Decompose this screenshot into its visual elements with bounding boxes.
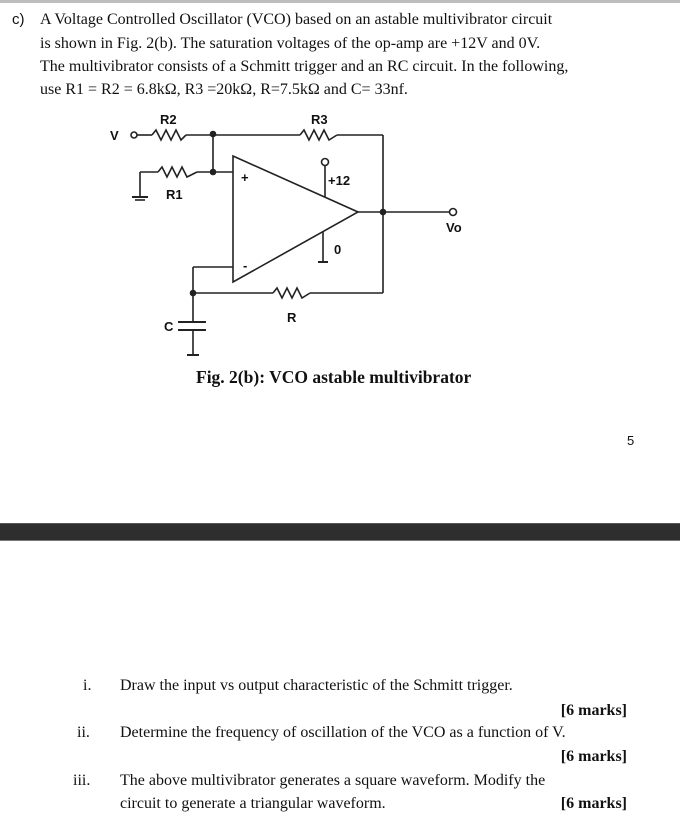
resistor-r [273,288,310,298]
part-text: The above multivibrator generates a square waveform. Modify the [120,772,546,789]
part-number: ii. [77,724,90,741]
question-label: c) [12,11,25,28]
label-c: C [164,319,174,334]
question-line: is shown in Fig. 2(b). The saturation voltages of the op-amp are +12V and 0V. [40,35,541,52]
resistor-r1 [158,167,197,177]
figure-caption: Fig. 2(b): VCO astable multivibrator [196,367,472,387]
question-line: use R1 = R2 = 6.8kΩ, R3 =20kΩ, R=7.5kΩ and C= 33nf. [40,81,408,98]
question-line: The multivibrator consists of a Schmitt trigger and an RC circuit. In the following, [40,58,569,75]
junction [381,210,386,215]
part-marks: [6 marks] [560,795,627,812]
label-plus: + [241,170,249,185]
label-r1: R1 [166,187,183,202]
label-minus: - [243,258,248,273]
resistor-r3 [300,130,337,140]
part-number: iii. [73,772,91,789]
label-vplus: +12 [328,173,351,188]
part-number: i. [83,677,92,694]
supply-terminal [322,159,329,166]
part-marks: [6 marks] [560,702,627,719]
label-r2: R2 [160,112,177,127]
vo-terminal [450,209,457,216]
junction [211,132,216,137]
label-v: V [110,128,119,143]
junction [211,170,216,175]
page-number: 5 [627,433,635,448]
resistor-r2 [152,130,186,140]
part-marks: [6 marks] [560,748,627,765]
part-text: Determine the frequency of oscillation of the VCO as a function of V. [120,724,566,741]
label-r3: R3 [311,112,328,127]
part-text: circuit to generate a triangular waveform. [120,795,386,812]
label-vo: Vo [446,220,462,235]
question-line: A Voltage Controlled Oscillator (VCO) based on an astable multivibrator circuit [40,11,553,28]
vco-circuit-diagram [0,0,680,400]
label-vzero: 0 [334,242,342,257]
part-text: Draw the input vs output characteristic of the Schmitt trigger. [120,677,513,694]
v-terminal [131,132,137,138]
label-r: R [287,310,297,325]
page-separator [0,523,680,541]
